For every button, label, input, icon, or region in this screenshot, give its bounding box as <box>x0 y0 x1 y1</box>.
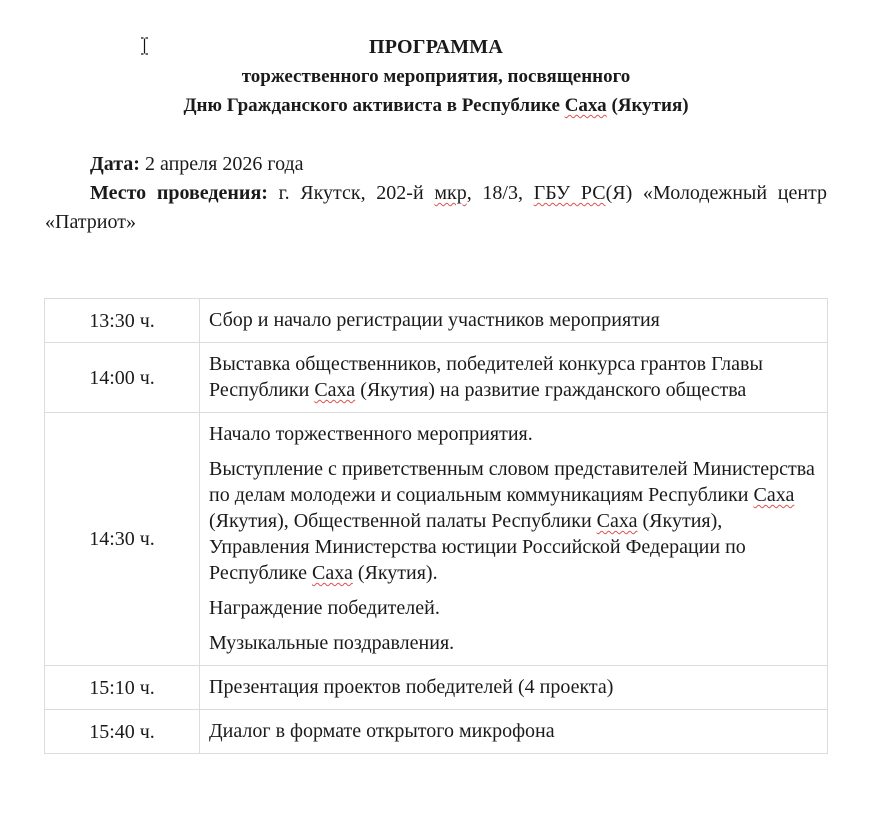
date-line <box>45 150 827 179</box>
time-cell: 14:00 ч. <box>45 343 200 413</box>
description-cell: Начало торжественного мероприятия. Выступление с приветственным словом представителей Министерства по делам молодежи и социальным коммуникациям Республики Саха (Якутия), Общественной палаты Республики Саха (Якутия), Управления Министерства юстиции Российской Федерации по Республике Саха (Якутия). Награждение победителей. Музыкальные поздравления. <box>200 413 828 666</box>
table-row <box>45 666 828 710</box>
venue-line: Место проведения: г. Якутск, 202-й мкр, 18/3, ГБУ РС(Я) «Молодежный центр «Патриот» <box>45 182 828 233</box>
time-cell: 15:40 ч. <box>45 710 200 754</box>
venue-label: Место проведения: <box>90 182 268 204</box>
table-row <box>45 710 828 754</box>
time-cell: 13:30 ч. <box>45 299 200 343</box>
spellcheck-word: Саха <box>753 484 795 506</box>
subtitle-line-2: Дню Гражданского активиста в Республике Саха (Якутия) <box>183 95 689 116</box>
time-cell: 15:10 ч. <box>45 666 200 710</box>
spellcheck-word: ГБУ РС <box>533 182 606 204</box>
spellcheck-word: Саха <box>314 379 356 401</box>
table-row <box>45 413 828 666</box>
description-cell: Презентация проектов победителей (4 проекта) <box>200 666 828 710</box>
description-cell: Диалог в формате открытого микрофона <box>200 710 828 754</box>
table-row <box>45 343 828 413</box>
date-value: 2 апреля 2026 года <box>139 153 304 175</box>
spellcheck-word: Саха <box>596 510 638 532</box>
subtitle-line-1: торжественного мероприятия, посвященного <box>241 66 631 87</box>
spellcheck-word: Саха <box>564 95 607 116</box>
description-cell: Выставка общественников, победителей конкурса грантов Главы Республики Саха (Якутия) на развитие гражданского общества <box>200 343 828 413</box>
document-header <box>0 33 872 120</box>
schedule-table <box>44 298 828 754</box>
time-cell: 14:30 ч. <box>45 413 200 666</box>
table-row <box>45 299 828 343</box>
description-cell: Сбор и начало регистрации участников мероприятия <box>200 299 828 343</box>
page-title: ПРОГРАММА <box>368 36 504 58</box>
spellcheck-word: мкр <box>434 182 467 204</box>
spellcheck-word: Саха <box>312 562 353 584</box>
event-details <box>45 150 827 237</box>
date-label: Дата: <box>90 153 140 175</box>
